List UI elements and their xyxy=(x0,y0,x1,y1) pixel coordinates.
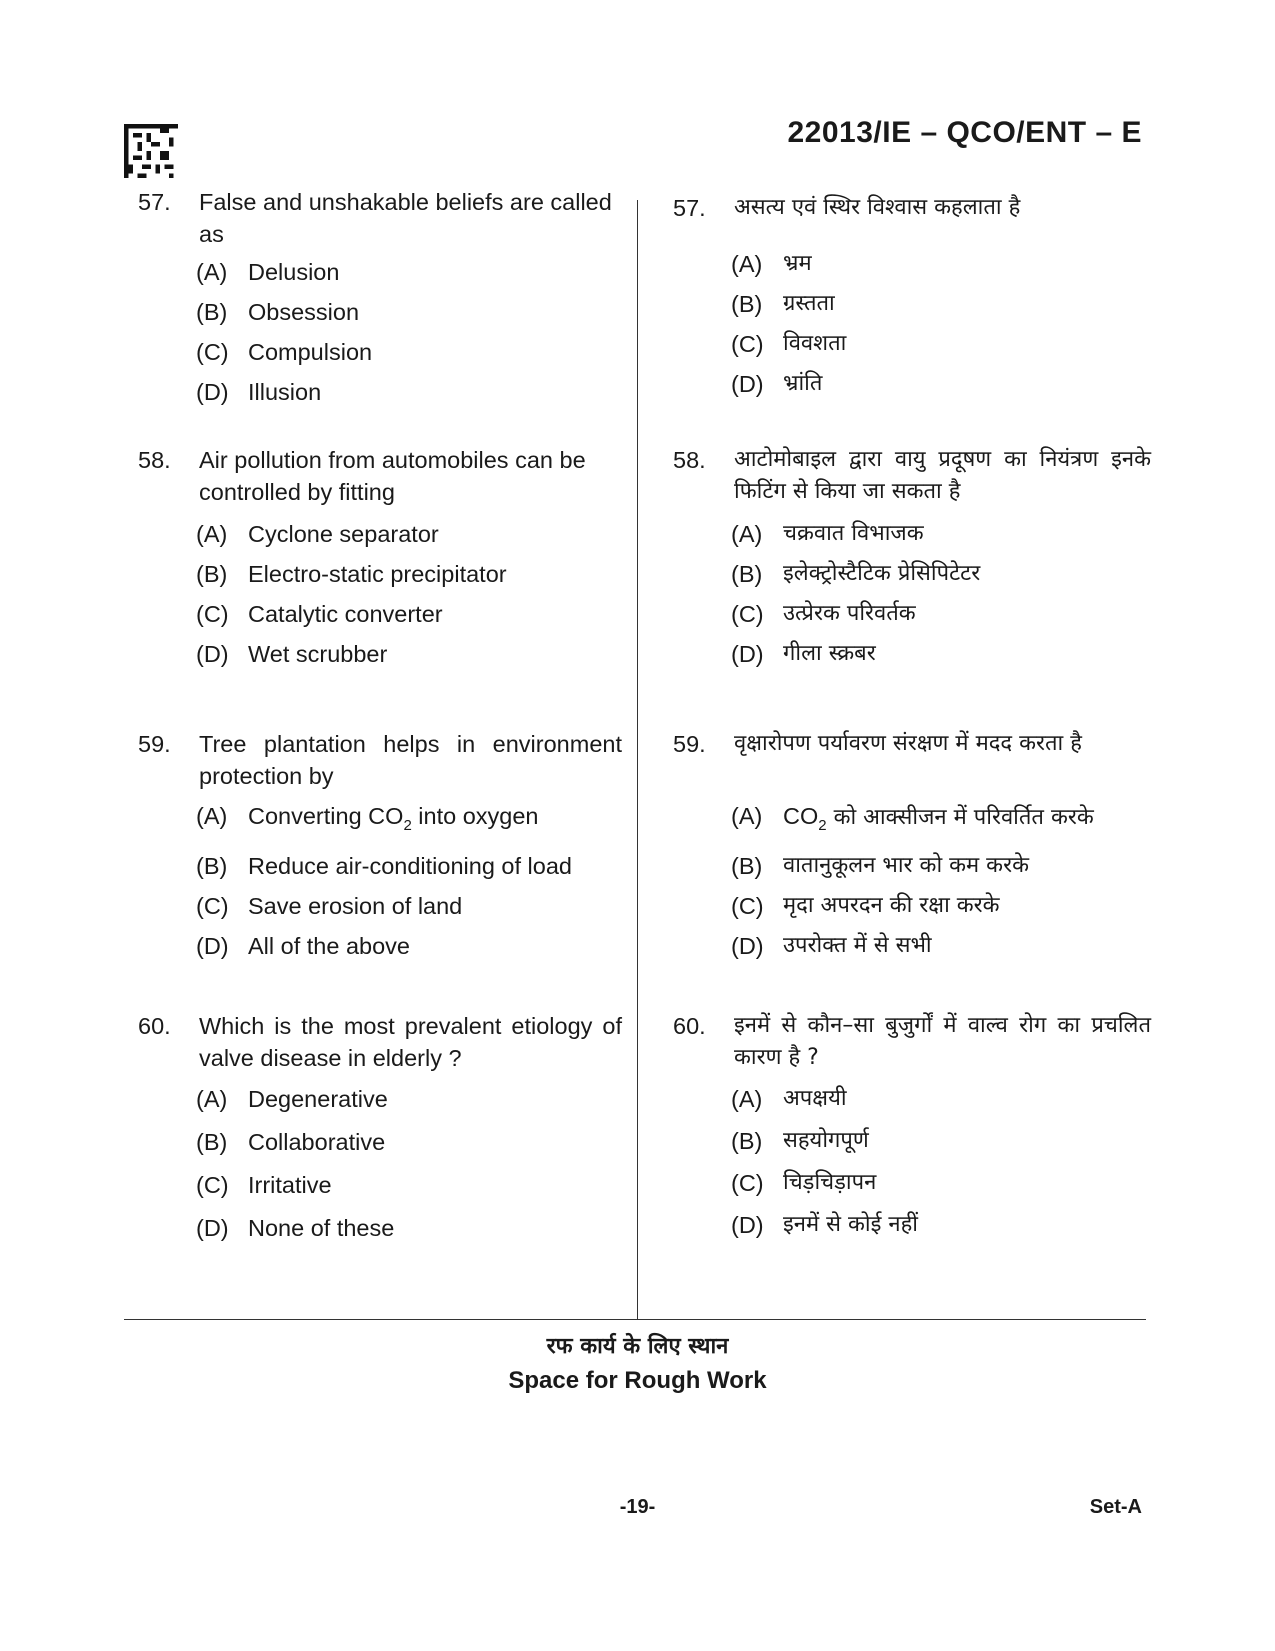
question-number: 59. xyxy=(673,731,706,757)
question-number: 57. xyxy=(673,195,706,221)
question-number: 57. xyxy=(138,189,171,215)
question-text: असत्य एवं स्थिर विश्वास कहलाता है xyxy=(734,195,1021,220)
option: (C) विवशता xyxy=(731,331,847,357)
option: (A) Converting $CO_2$ into oxygen xyxy=(196,803,539,834)
option: (B) Electro-static precipitator xyxy=(196,561,507,587)
option: (D) गीला स्क्रबर xyxy=(731,641,876,667)
option: (D) इनमें से कोई नहीं xyxy=(731,1212,919,1238)
question-text: Tree plantation helps in environment protection by xyxy=(199,731,622,789)
option: (B) इलेक्ट्रोस्टैटिक प्रेसिपिटेटर xyxy=(731,561,981,587)
option: (C) Irritative xyxy=(196,1172,332,1198)
option: (A) चक्रवात विभाजक xyxy=(731,521,924,547)
option: (C) Catalytic converter xyxy=(196,601,443,627)
option: (B) ग्रस्तता xyxy=(731,291,835,317)
option: (C) उत्प्रेरक परिवर्तक xyxy=(731,601,916,627)
option: (B) वातानुकूलन भार को कम करके xyxy=(731,853,1029,879)
option: (B) सहयोगपूर्ण xyxy=(731,1128,869,1154)
question-text: Which is the most prevalent etiology of valve disease in elderly ? xyxy=(199,1013,622,1071)
option: (C) मृदा अपरदन की रक्षा करके xyxy=(731,893,1000,919)
question-57-en xyxy=(138,186,622,412)
option: (A) अपक्षयी xyxy=(731,1086,847,1112)
option: (D) All of the above xyxy=(196,933,410,959)
option: (C) Save erosion of land xyxy=(196,893,463,919)
rough-work-label-hindi: रफ कार्य के लिए स्थान xyxy=(546,1334,729,1359)
option: (A) $CO_2$ को आक्सीजन में परिवर्तित करके xyxy=(731,803,1094,834)
question-text: इनमें से कौन–सा बुजुर्गों में वाल्व रोग का प्रचलित कारण है ? xyxy=(734,1013,1151,1070)
option: (B) Obsession xyxy=(196,299,360,325)
option: (B) Reduce air-conditioning of load xyxy=(196,853,572,879)
option: (A) Cyclone separator xyxy=(196,521,439,547)
question-text: False and unshakable beliefs are called as xyxy=(199,189,612,247)
question-number: 59. xyxy=(138,731,171,757)
option: (D) Wet scrubber xyxy=(196,641,388,667)
option: (C) चिड़चिड़ापन xyxy=(731,1170,877,1196)
option: (D) Illusion xyxy=(196,379,322,405)
option: (B) Collaborative xyxy=(196,1129,386,1155)
question-59-hi xyxy=(673,728,1151,966)
option: (D) उपरोक्त में से सभी xyxy=(731,933,932,959)
set-label: Set-A xyxy=(1089,1496,1142,1518)
option: (D) भ्रांति xyxy=(731,371,823,397)
option: (A) Delusion xyxy=(196,259,340,285)
question-59-en xyxy=(138,728,622,966)
section-divider xyxy=(124,1319,1146,1320)
question-60-hi xyxy=(673,1010,1151,1246)
column-divider xyxy=(637,200,638,1320)
question-58-en xyxy=(138,444,622,674)
question-60-en xyxy=(138,1010,622,1250)
paper-code: 22013/IE – QCO/ENT – E xyxy=(787,116,1142,149)
qr-code xyxy=(124,124,178,178)
question-57-hi xyxy=(673,192,1151,404)
question-number: 60. xyxy=(138,1013,171,1039)
option: (C) Compulsion xyxy=(196,339,373,365)
option: (D) None of these xyxy=(196,1215,395,1241)
page-number: -19- xyxy=(619,1496,656,1518)
question-58-hi xyxy=(673,444,1151,674)
question-number: 58. xyxy=(673,447,706,473)
option: (A) Degenerative xyxy=(196,1086,388,1112)
question-text: आटोमोबाइल द्वारा वायु प्रदूषण का नियंत्रण इनके फिटिंग से किया जा सकता है xyxy=(734,447,1151,504)
question-number: 60. xyxy=(673,1013,706,1039)
question-number: 58. xyxy=(138,447,171,473)
rough-work-label: Space for Rough Work xyxy=(508,1367,767,1394)
question-text: वृक्षारोपण पर्यावरण संरक्षण में मदद करता है xyxy=(734,731,1082,756)
question-text: Air pollution from automobiles can be controlled by fitting xyxy=(199,447,586,505)
option: (A) भ्रम xyxy=(731,251,812,277)
